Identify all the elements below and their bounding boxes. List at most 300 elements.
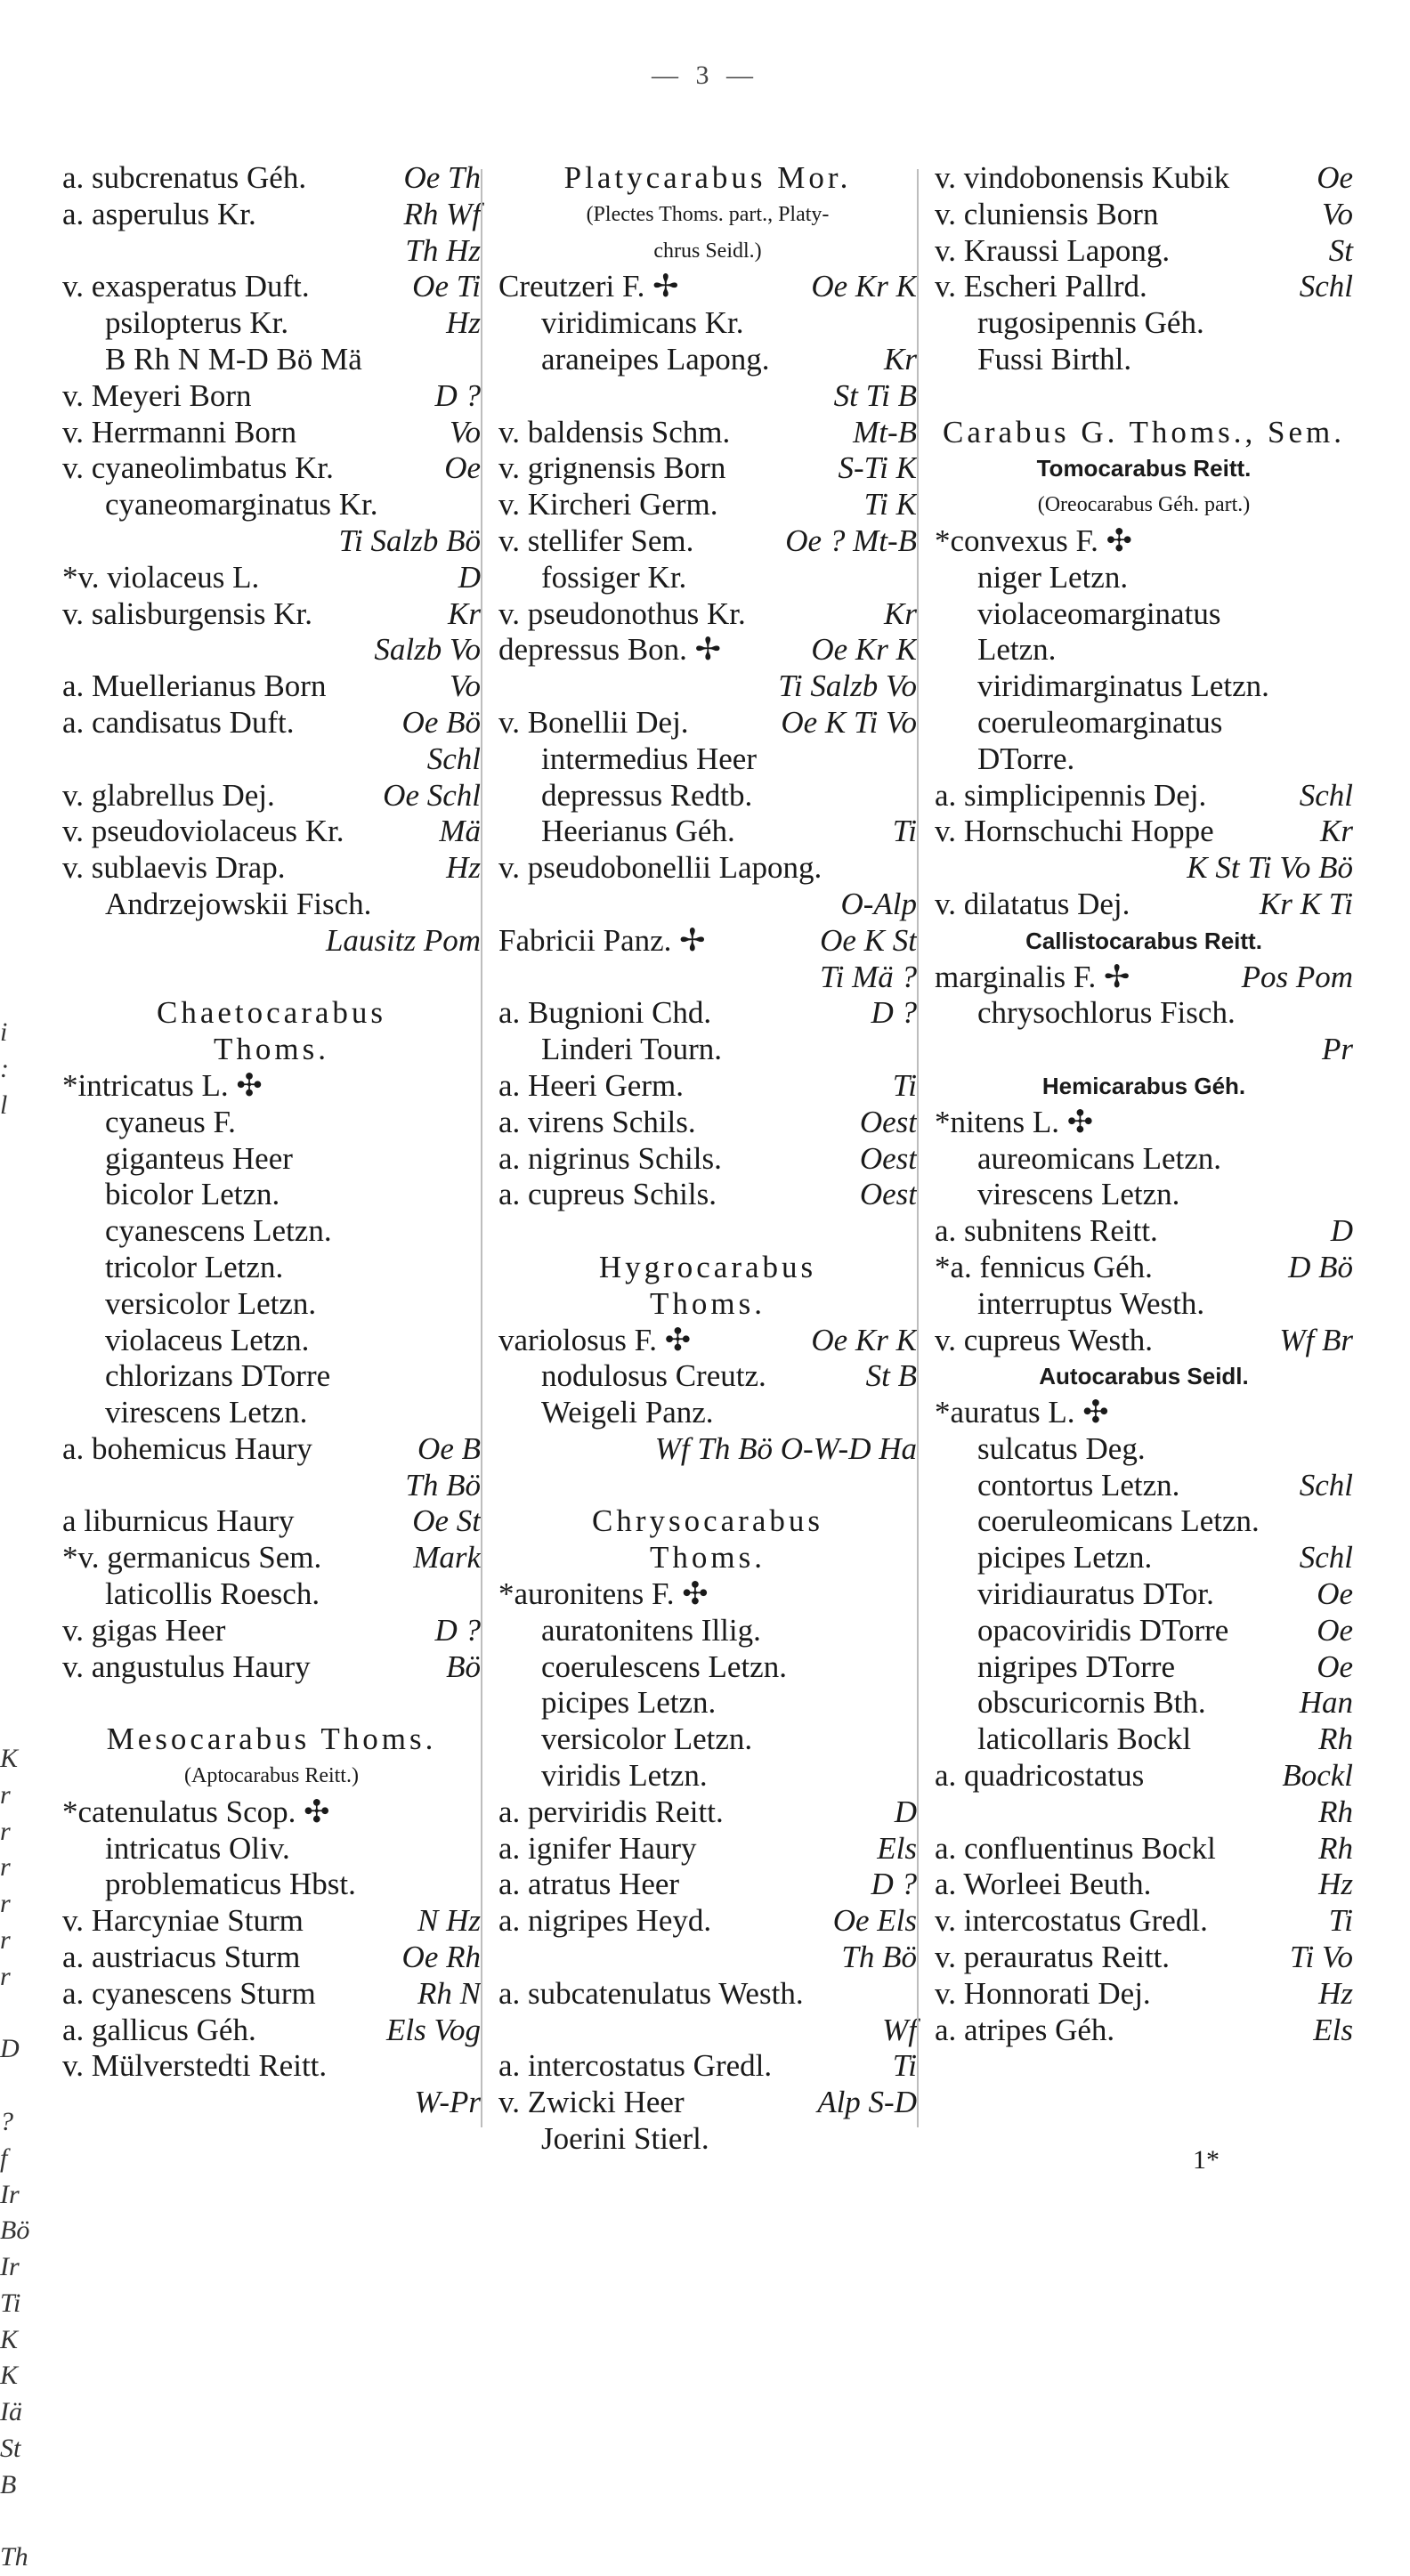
taxon-entry [935,1503,1353,1540]
taxon-name: picipes Letzn. [541,1685,717,1721]
region-abbrev: W-Pr [414,2085,481,2120]
taxon-name: a. nigripes Heyd. [498,1903,712,1939]
taxon-name: a. simplicipennis Dej. [935,777,1207,813]
taxon-entry [62,160,481,197]
region-abbrev: Ti [892,2048,917,2084]
taxon-entry [62,1685,481,1721]
taxon-name: Carabus G. Thoms., Sem. [942,414,1346,450]
taxon-entry [935,160,1353,197]
taxon-entry [62,596,481,633]
taxon-entry [498,415,917,451]
taxon-name: tricolor Letzn. [105,1249,284,1284]
genus-heading [498,1286,917,1323]
taxon-entry [62,2048,481,2085]
taxon-name: a. Heeri Germ. [498,1067,684,1103]
taxon-name: v. Zwicki Heer [498,2085,685,2120]
margin-mark [0,1705,20,1741]
region-abbrev: Pr [1322,1032,1353,1067]
taxon-name: Fabricii Panz. ✢ [498,922,706,958]
region-abbrev: Oe Th [403,160,481,195]
taxon-name: rugosipennis Géh. [977,305,1204,341]
taxon-name: a. subcatenulatus Westh. [498,1975,804,2011]
region-abbrev: O-Alp [840,886,917,921]
taxon-entry [498,1976,917,2013]
taxon-entry [935,1976,1353,2013]
region-abbrev: Oe [1317,1612,1353,1648]
taxon-entry [935,887,1353,923]
taxon-entry [935,269,1353,305]
taxon-name: Andrzejowskii Fisch. [105,886,372,921]
taxon-name: (Oreocarabus Géh. part.) [1037,493,1251,517]
region-abbrev: Oe Ti [412,269,481,304]
margin-mark: Bö [0,2216,30,2246]
taxon-name: virescens Letzn. [105,1395,308,1430]
region-abbrev: Hz [446,305,481,341]
margin-mark: r [0,1924,11,1955]
taxon-entry [62,1903,481,1940]
region-abbrev: D [1330,1213,1353,1249]
margin-mark [0,1305,20,1341]
region-abbrev: D [458,559,481,595]
region-abbrev: Kr [884,595,917,631]
region-abbrev: Oe ? Mt-B [785,522,917,558]
region-abbrev: Ti Salzb Bö [338,522,481,558]
taxon-entry [935,850,1353,887]
taxon-entry [62,1213,481,1250]
taxon-name: a. subcrenatus Géh. [62,160,307,195]
taxon-entry [498,960,917,996]
margin-mark: K [0,1743,19,1773]
region-abbrev: Ti Vo [1289,1940,1353,1975]
region-abbrev: St [1328,232,1353,268]
region-abbrev: Lausitz Pom [325,922,481,958]
margin-mark: i [0,1017,8,1047]
synonym-note [498,197,917,233]
margin-mark: r [0,1852,11,1883]
region-abbrev: K St Ti Vo Bö [1187,850,1353,886]
margin-mark: D [0,2034,20,2064]
region-abbrev: Rh [1318,1794,1353,1829]
taxon-entry [935,560,1353,596]
taxon-name: a. nigrinus Schils. [498,1140,722,1176]
region-abbrev: Els Vog [386,2012,481,2047]
taxon-name: cyanescens Letzn. [105,1213,332,1249]
taxon-entry [935,1468,1353,1504]
taxon-entry [62,197,481,233]
taxon-name: a. intercostatus Gredl. [498,2048,773,2084]
taxon-name: v. Meyeri Born [62,377,252,413]
region-abbrev: Oe [1317,1576,1353,1612]
taxon-name: v. cupreus Westh. [935,1322,1154,1357]
taxon-name: *v. germanicus Sem. [62,1540,322,1576]
synonym-note [62,1758,481,1794]
region-abbrev: Oe B [417,1430,481,1466]
region-abbrev: Mark [413,1540,481,1576]
taxon-name: a. cupreus Schils. [498,1177,717,1212]
taxon-entry [935,1613,1353,1649]
genus-heading [935,415,1353,451]
taxon-name: Creutzeri F. ✢ [498,269,679,304]
taxon-name: giganteus Heer [105,1140,293,1176]
margin-mark: Ir [0,2252,20,2282]
taxon-name: Callistocarabus Reitt. [1025,927,1262,954]
column-2 [498,160,917,2158]
taxon-name: Heerianus Géh. [541,814,735,849]
margin-mark [0,1596,20,1632]
genus-heading [935,450,1353,487]
taxon-entry [62,1395,481,1431]
genus-heading [935,1358,1353,1395]
region-abbrev: Salzb Vo [374,632,481,668]
margin-mark [0,1378,20,1414]
taxon-name: Letzn. [977,632,1057,668]
taxon-name: a. perviridis Reitt. [498,1794,724,1829]
taxon-entry [62,705,481,741]
region-abbrev: Rh [1318,1830,1353,1866]
taxon-entry [498,705,917,741]
taxon-entry [62,342,481,378]
margin-mark: Th [0,2542,28,2572]
region-abbrev: Oe Els [832,1903,917,1939]
margin-mark [0,1451,20,1487]
taxon-name: variolosus F. ✣ [498,1322,692,1357]
taxon-name: *auratus L. ✣ [935,1395,1109,1430]
taxon-entry [62,1867,481,1903]
taxon-name: laticollaris Bockl [977,1721,1192,1757]
genus-heading [62,995,481,1032]
genus-heading [935,1068,1353,1105]
region-abbrev: Els [877,1830,917,1866]
taxon-entry [62,305,481,342]
taxon-entry [498,1613,917,1649]
taxon-name: v. sublaevis Drap. [62,850,286,886]
taxon-entry [498,1177,917,1213]
taxon-name: Mesocarabus Thoms. [106,1721,437,1757]
taxon-name: DTorre. [977,741,1075,776]
page-number: — 3 — [652,61,758,90]
taxon-entry [498,632,917,668]
margin-mark: l [0,1090,8,1120]
column-rule [481,169,482,2127]
taxon-name: Autocarabus Seidl. [1039,1363,1249,1390]
taxon-name: chrus Seidl.) [653,239,762,263]
taxon-name: a liburnicus Haury [62,1503,295,1539]
taxon-entry [498,1213,917,1250]
taxon-name: a. quadricostatus [935,1758,1145,1794]
taxon-entry [935,1286,1353,1323]
taxon-entry [935,668,1353,705]
taxon-name: v. perauratus Reitt. [935,1940,1171,1975]
genus-heading [498,160,917,197]
margin-mark: : [0,1053,9,1083]
taxon-entry [62,1940,481,1976]
region-abbrev: Oe [1317,160,1353,195]
taxon-entry [498,2048,917,2085]
taxon-name: chlorizans DTorre [105,1358,331,1394]
region-abbrev: Ti Mä ? [820,959,917,994]
region-abbrev: Kr [884,341,917,377]
taxon-entry [62,560,481,596]
taxon-entry [498,1940,917,1976]
margin-mark: St [0,2434,21,2464]
taxon-name: problematicus Hbst. [105,1867,356,1902]
taxon-entry [498,2085,917,2121]
taxon-name: contortus Letzn. [977,1467,1180,1503]
taxon-name: a. ignifer Haury [498,1830,697,1866]
margin-mark [0,1414,20,1451]
region-abbrev: Ti [892,814,917,849]
margin-mark: f [0,2143,8,2173]
taxon-entry [498,269,917,305]
taxon-name: Fussi Birthl. [977,341,1132,377]
genus-heading [935,923,1353,960]
margin-mark: B [0,2469,17,2499]
taxon-name: viridiauratus DTor. [977,1576,1214,1612]
taxon-entry [498,1358,917,1395]
taxon-entry [62,487,481,523]
margin-mark [0,1233,20,1269]
region-abbrev: Oe Schl [383,777,481,813]
region-abbrev: Pos Pom [1241,959,1353,994]
taxon-entry [498,1032,917,1068]
region-abbrev: Oe Kr K [811,632,917,668]
region-abbrev: St Ti B [833,377,917,413]
taxon-entry [935,960,1353,996]
region-abbrev: Kr [1320,814,1353,849]
taxon-entry [935,778,1353,814]
taxon-entry [935,1831,1353,1867]
taxon-name: Thoms. [214,1032,329,1067]
taxon-name: obscuricornis Bth. [977,1685,1206,1721]
margin-mark [0,1996,20,2032]
taxon-entry [935,1323,1353,1359]
taxon-entry [935,1903,1353,1940]
region-abbrev: Wf Br [1279,1322,1353,1357]
region-abbrev: Kr [448,595,481,631]
taxon-name: v. Mülverstedti Reitt. [62,2048,328,2084]
taxon-entry [62,1105,481,1141]
taxon-entry [935,1431,1353,1468]
region-abbrev: Els [1313,2012,1353,2047]
taxon-entry [62,887,481,923]
taxon-name: coeruleomicans Letzn. [977,1503,1260,1539]
taxon-name: coerulescens Letzn. [541,1648,787,1684]
taxon-entry [62,1431,481,1468]
margin-mark [0,2068,20,2104]
taxon-entry [935,1032,1353,1068]
region-abbrev: Kr K Ti [1259,886,1353,921]
taxon-entry [62,1831,481,1867]
taxon-entry [498,523,917,560]
region-abbrev: Oe K St [820,922,917,958]
margin-mark [0,1160,20,1196]
margin-mark: r [0,1961,11,1991]
region-abbrev: Th Bö [405,1467,481,1503]
region-abbrev: Schl [1299,1467,1353,1503]
taxon-name: B Rh N M-D Bö Mä [105,341,362,377]
region-abbrev: Han [1299,1685,1353,1721]
region-abbrev: Mt-B [853,414,917,450]
taxon-entry [935,523,1353,560]
taxon-entry [498,850,917,887]
region-abbrev: Th Bö [841,1940,917,1975]
region-abbrev: Oe [1317,1648,1353,1684]
taxon-entry [498,487,917,523]
taxon-name: Joerini Stierl. [541,2121,709,2157]
taxon-entry [498,778,917,814]
region-abbrev: Alp S-D [817,2085,917,2120]
taxon-name: auratonitens Illig. [541,1612,761,1648]
region-abbrev: Oe Kr K [811,269,917,304]
region-abbrev: Bockl [1282,1758,1353,1794]
taxon-entry [498,1794,917,1831]
margin-mark: K [0,2361,19,2391]
margin-mark: Ti [0,2288,21,2318]
taxon-entry [498,560,917,596]
taxon-entry [498,995,917,1032]
taxon-name: v. gigas Heer [62,1612,226,1648]
synonym-note [935,487,1353,523]
taxon-entry [498,814,917,850]
region-abbrev: Mä [439,814,481,849]
genus-heading [62,1032,481,1068]
taxon-name: violaceus Letzn. [105,1322,310,1357]
taxon-name: violaceomarginatus [977,595,1221,631]
taxon-name: *v. violaceus L. [62,559,260,595]
region-abbrev: Rh Wf [403,196,481,231]
margin-mark [0,1196,20,1233]
taxon-entry [935,342,1353,378]
taxon-entry [498,923,917,960]
taxon-entry [935,1177,1353,1213]
taxon-entry [935,1395,1353,1431]
taxon-name: viridimarginatus Letzn. [977,668,1269,704]
taxon-entry [498,1141,917,1178]
margin-mark [0,1523,20,1559]
region-abbrev: D ? [434,1612,481,1648]
taxon-entry [498,1903,917,1940]
region-abbrev: Oe Bö [401,704,481,740]
taxon-entry [935,1721,1353,1758]
taxon-entry [62,523,481,560]
taxon-entry [935,1758,1353,1794]
taxon-name: (Plectes Thoms. part., Platy- [586,202,830,226]
synonym-note [498,233,917,270]
region-abbrev: Oe St [412,1503,481,1539]
taxon-entry [62,632,481,668]
taxon-entry [498,378,917,415]
region-abbrev: Oe Kr K [811,1322,917,1357]
taxon-name: a. candisatus Duft. [62,704,295,740]
taxon-entry [498,887,917,923]
region-abbrev: Wf [882,2012,917,2047]
region-abbrev: St B [865,1358,917,1394]
taxon-name: v. grignensis Born [498,450,726,486]
taxon-name: v. pseudonothus Kr. [498,595,746,631]
taxon-name: a. virens Schils. [498,1104,696,1139]
taxon-entry [62,1286,481,1323]
taxon-name: marginalis F. ✢ [935,959,1130,994]
taxon-name: Chrysocarabus [591,1503,823,1539]
region-abbrev: D ? [434,377,481,413]
region-abbrev: Vo [1322,196,1353,231]
taxon-entry [62,1358,481,1395]
taxon-name: sulcatus Deg. [977,1430,1146,1466]
margin-mark [0,2504,20,2540]
taxon-name: *intricatus L. ✣ [62,1067,263,1103]
taxon-name: nodulosus Creutz. [541,1358,766,1394]
region-abbrev: Ti [1328,1903,1353,1939]
taxon-name: depressus Bon. ✢ [498,632,722,668]
region-abbrev: N Hz [417,1903,481,1939]
taxon-name: *catenulatus Scop. ✣ [62,1794,330,1829]
taxon-entry [62,233,481,270]
taxon-entry [498,1721,917,1758]
margin-mark [0,1668,20,1705]
taxon-entry [935,305,1353,342]
taxon-entry [498,1831,917,1867]
taxon-entry [935,814,1353,850]
taxon-entry [62,1794,481,1831]
taxon-entry [62,960,481,996]
taxon-entry [935,1649,1353,1686]
taxon-name: a. Bugnioni Chd. [498,995,712,1031]
region-abbrev: Ti Salzb Vo [778,668,917,704]
signature-mark: 1* [1193,2145,1220,2175]
taxon-entry [62,1649,481,1686]
taxon-entry [498,1105,917,1141]
taxon-entry [498,1576,917,1613]
taxon-name: a. gallicus Géh. [62,2012,256,2047]
taxon-name: v. pseudobonellii Lapong. [498,850,822,886]
taxon-entry [62,741,481,778]
taxon-name: a. atratus Heer [498,1867,680,1902]
region-abbrev: Ti K [863,487,917,522]
taxon-entry [935,378,1353,415]
taxon-entry [62,1141,481,1178]
region-abbrev: Oest [859,1177,917,1212]
taxon-entry [62,415,481,451]
taxon-entry [62,269,481,305]
margin-mark [0,1486,20,1523]
margin-mark: r [0,1889,11,1919]
taxon-name: *a. fennicus Géh. [935,1249,1153,1284]
taxon-name: cyaneus F. [105,1104,236,1139]
taxon-name: Weigeli Panz. [541,1395,714,1430]
taxon-name: psilopterus Kr. [105,305,289,341]
region-abbrev: Vo [450,414,481,450]
taxon-name: a. austriacus Sturm [62,1940,301,1975]
taxon-name: v. stellifer Sem. [498,522,694,558]
taxon-name: versicolor Letzn. [541,1721,753,1757]
taxon-name: virescens Letzn. [977,1177,1180,1212]
taxon-name: Tomocarabus Reitt. [1036,455,1252,482]
region-abbrev: Schl [1299,269,1353,304]
taxon-entry [62,1576,481,1613]
taxon-name: a. bohemicus Haury [62,1430,312,1466]
taxon-entry [935,1867,1353,1903]
margin-mark: ? [0,2106,13,2136]
region-abbrev: Oe [444,450,481,486]
region-abbrev: D ? [871,1867,917,1902]
taxon-name: viridis Letzn. [541,1758,708,1794]
genus-heading [62,1721,481,1758]
region-abbrev: S-Ti K [838,450,917,486]
taxon-entry [498,1685,917,1721]
taxon-name: Thoms. [650,1540,766,1576]
taxon-entry [935,1794,1353,1831]
genus-heading [498,1503,917,1540]
